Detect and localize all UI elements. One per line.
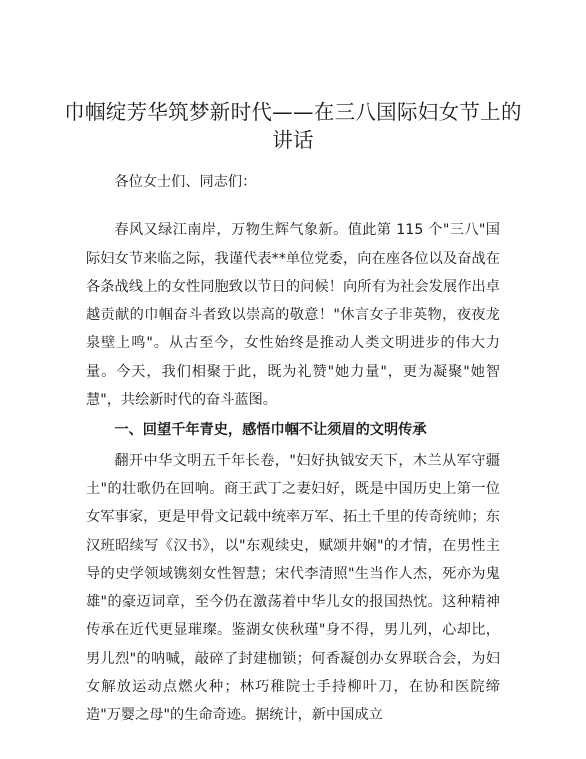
paragraph-history: 翻开中华文明五千年长卷，"妇好执钺安天下，木兰从军守疆土"的壮歌仍在回响。商王武丁之妻妇好，既是中国历史上第一位女军事家，更是甲骨文记载中统率万军、拓土千里的传奇统帅；东汉班昭续写《汉书》，以"东观续史，赋颂井娴"的才情，在男性主导的史学领域镌刻女性智慧；宋代李清照"生当作人杰，死亦为鬼雄"的豪迈词章，至今仍在激荡着中华儿女的报国热忱。这种精神传承在近代更显璀璨。鉴湖女侠秋瑾"身不得，男儿列，心却比，男儿烈"的呐喊，敲碎了封建枷锁；何香凝创办女界联合会，为妇女解放运动点燃火种；林巧稚院士手持柳叶刀，在协和医院缔造"万婴之母"的生命奇迹。据统计，新中国成立 <box>86 452 500 724</box>
document-body <box>86 168 500 732</box>
document-title: 巾帼绽芳华筑梦新时代——在三八国际妇女节上的讲话 <box>64 100 522 152</box>
section-heading-1: 一、回望千年青史，感悟巾帼不让须眉的文明传承 <box>114 422 427 439</box>
salutation: 各位女士们、同志们： <box>114 174 257 190</box>
paragraph-intro: 春风又绿江南岸，万物生辉气象新。值此第 115 个"三八"国际妇女节来临之际，我谨代表**单位党委，向在座各位以及奋战在各条战线上的女性同胞致以节日的问候！向所有为社会发展作出卓越贡献的巾帼奋斗者致以崇高的敬意！"休言女子非英物，夜夜龙泉壁上鸣"。从古至今，女性始终是推动人类文明进步的伟大力量。今天，我们相聚于此，既为礼赞"她力量"，更为凝聚"她智慧"，共绘新时代的奋斗蓝图。 <box>86 222 500 409</box>
